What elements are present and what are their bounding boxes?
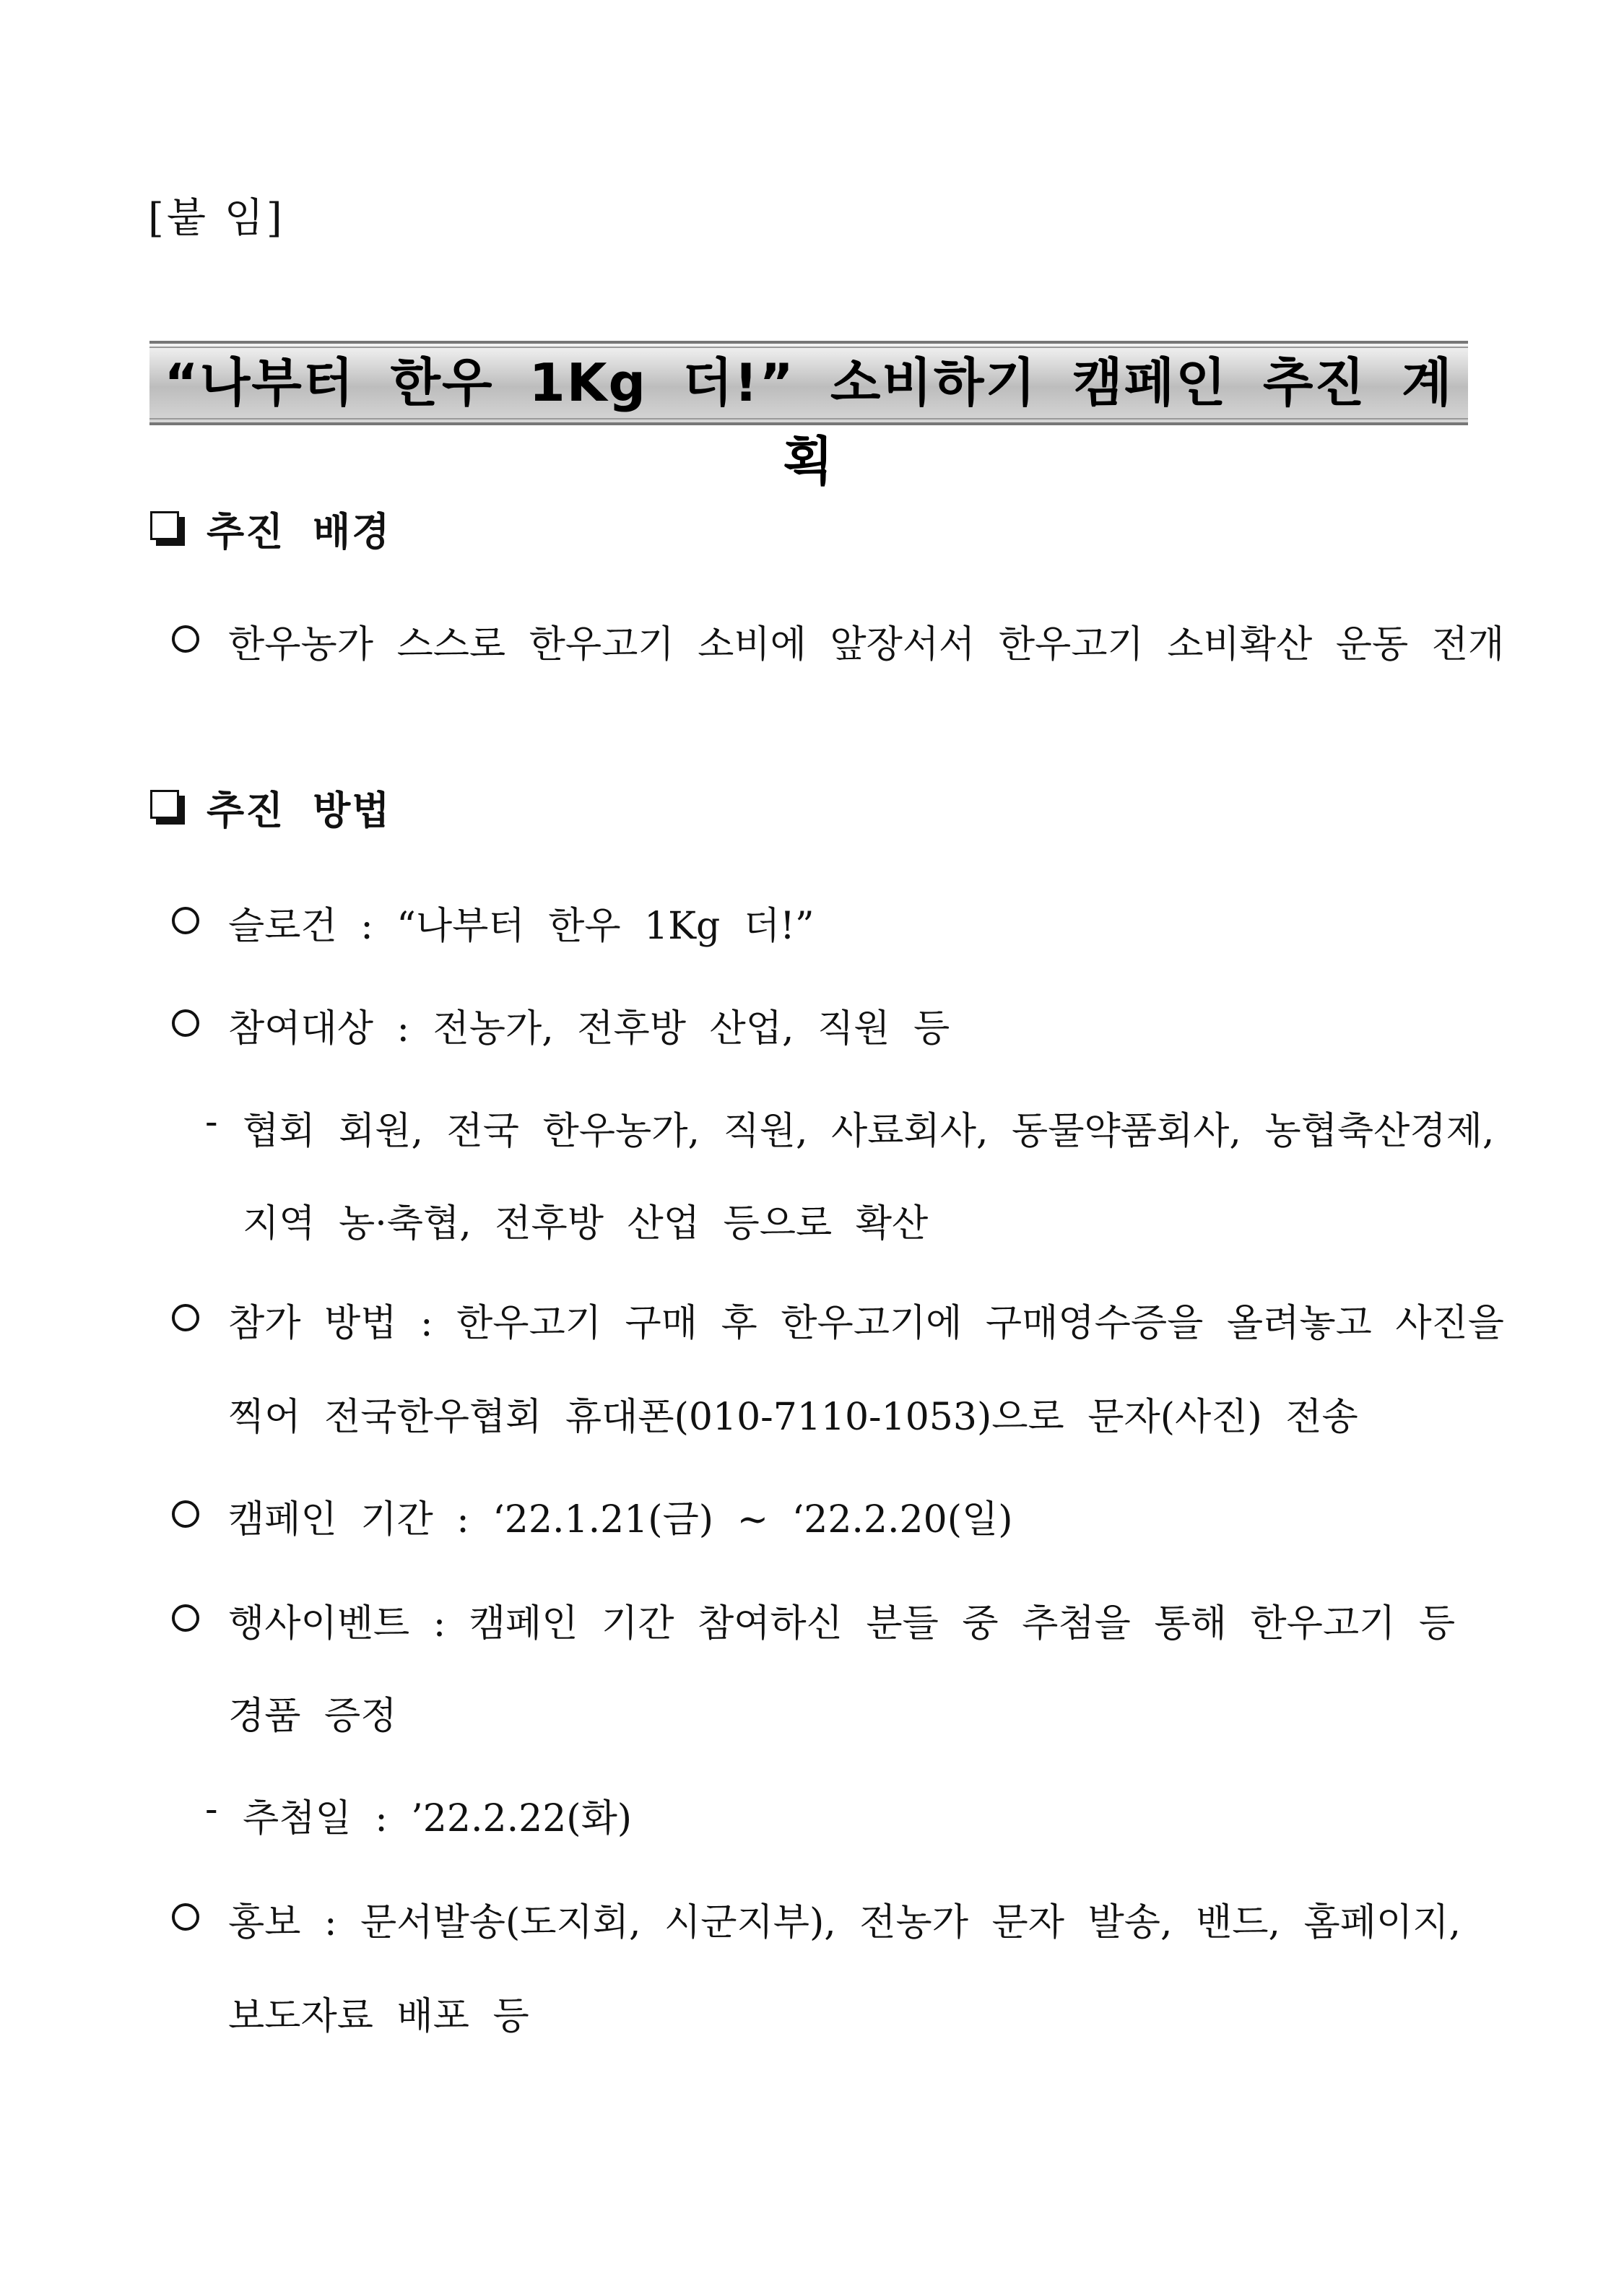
circle-bullet-icon — [172, 1903, 199, 1931]
circle-bullet-icon — [172, 625, 199, 653]
sub-list-item-continuation: 지역 농·축협, 전후방 산업 등으로 확산 — [243, 1202, 929, 1245]
list-item: 한우농가 스스로 한우고기 소비에 앞장서서 한우고기 소비확산 운동 전개 — [228, 623, 1505, 666]
list-item: 참여대상 : 전농가, 전후방 산업, 직원 등 — [228, 1007, 950, 1051]
section-heading-background: 추진 배경 — [207, 509, 391, 555]
sub-list-item: 협회 회원, 전국 한우농가, 직원, 사료회사, 동물약품회사, 농협축산경제, — [243, 1110, 1495, 1153]
dash-bullet: - — [205, 1788, 218, 1831]
attachment-label: [붙 임] — [148, 195, 285, 242]
circle-bullet-icon — [172, 1604, 199, 1632]
list-item-continuation: 찍어 전국한우협회 휴대폰(010-7110-1053)으로 문자(사진) 전송 — [228, 1396, 1358, 1439]
circle-bullet-icon — [172, 1009, 199, 1037]
sub-list-item: 추첨일 : ’22.2.22(화) — [243, 1797, 633, 1840]
list-item: 홍보 : 문서발송(도지회, 시군지부), 전농가 문자 발송, 밴드, 홈페이지, — [228, 1901, 1462, 1944]
circle-bullet-icon — [172, 1500, 199, 1528]
dash-bullet: - — [205, 1100, 218, 1144]
square-bullet-icon — [150, 511, 179, 540]
list-item-continuation: 보도자료 배포 등 — [228, 1995, 529, 2038]
circle-bullet-icon — [172, 907, 199, 934]
circle-bullet-icon — [172, 1304, 199, 1331]
document-title: “나부터 한우 1Kg 더!” 소비하기 캠페인 추진 계획 — [164, 352, 1454, 492]
list-item: 참가 방법 : 한우고기 구매 후 한우고기에 구매영수증을 올려놓고 사진을 — [228, 1302, 1505, 1345]
list-item-continuation: 경품 증정 — [228, 1695, 397, 1738]
list-item: 슬로건 : “나부터 한우 1Kg 더!” — [228, 905, 815, 948]
square-bullet-icon — [150, 790, 179, 819]
list-item: 행사이벤트 : 캠페인 기간 참여하신 분들 중 추첨을 통해 한우고기 등 — [228, 1602, 1456, 1645]
document-title-box — [149, 341, 1468, 492]
list-item: 캠페인 기간 : ‘22.1.21(금) ~ ‘22.2.20(일) — [228, 1498, 1013, 1541]
section-heading-method: 추진 방법 — [207, 788, 391, 833]
